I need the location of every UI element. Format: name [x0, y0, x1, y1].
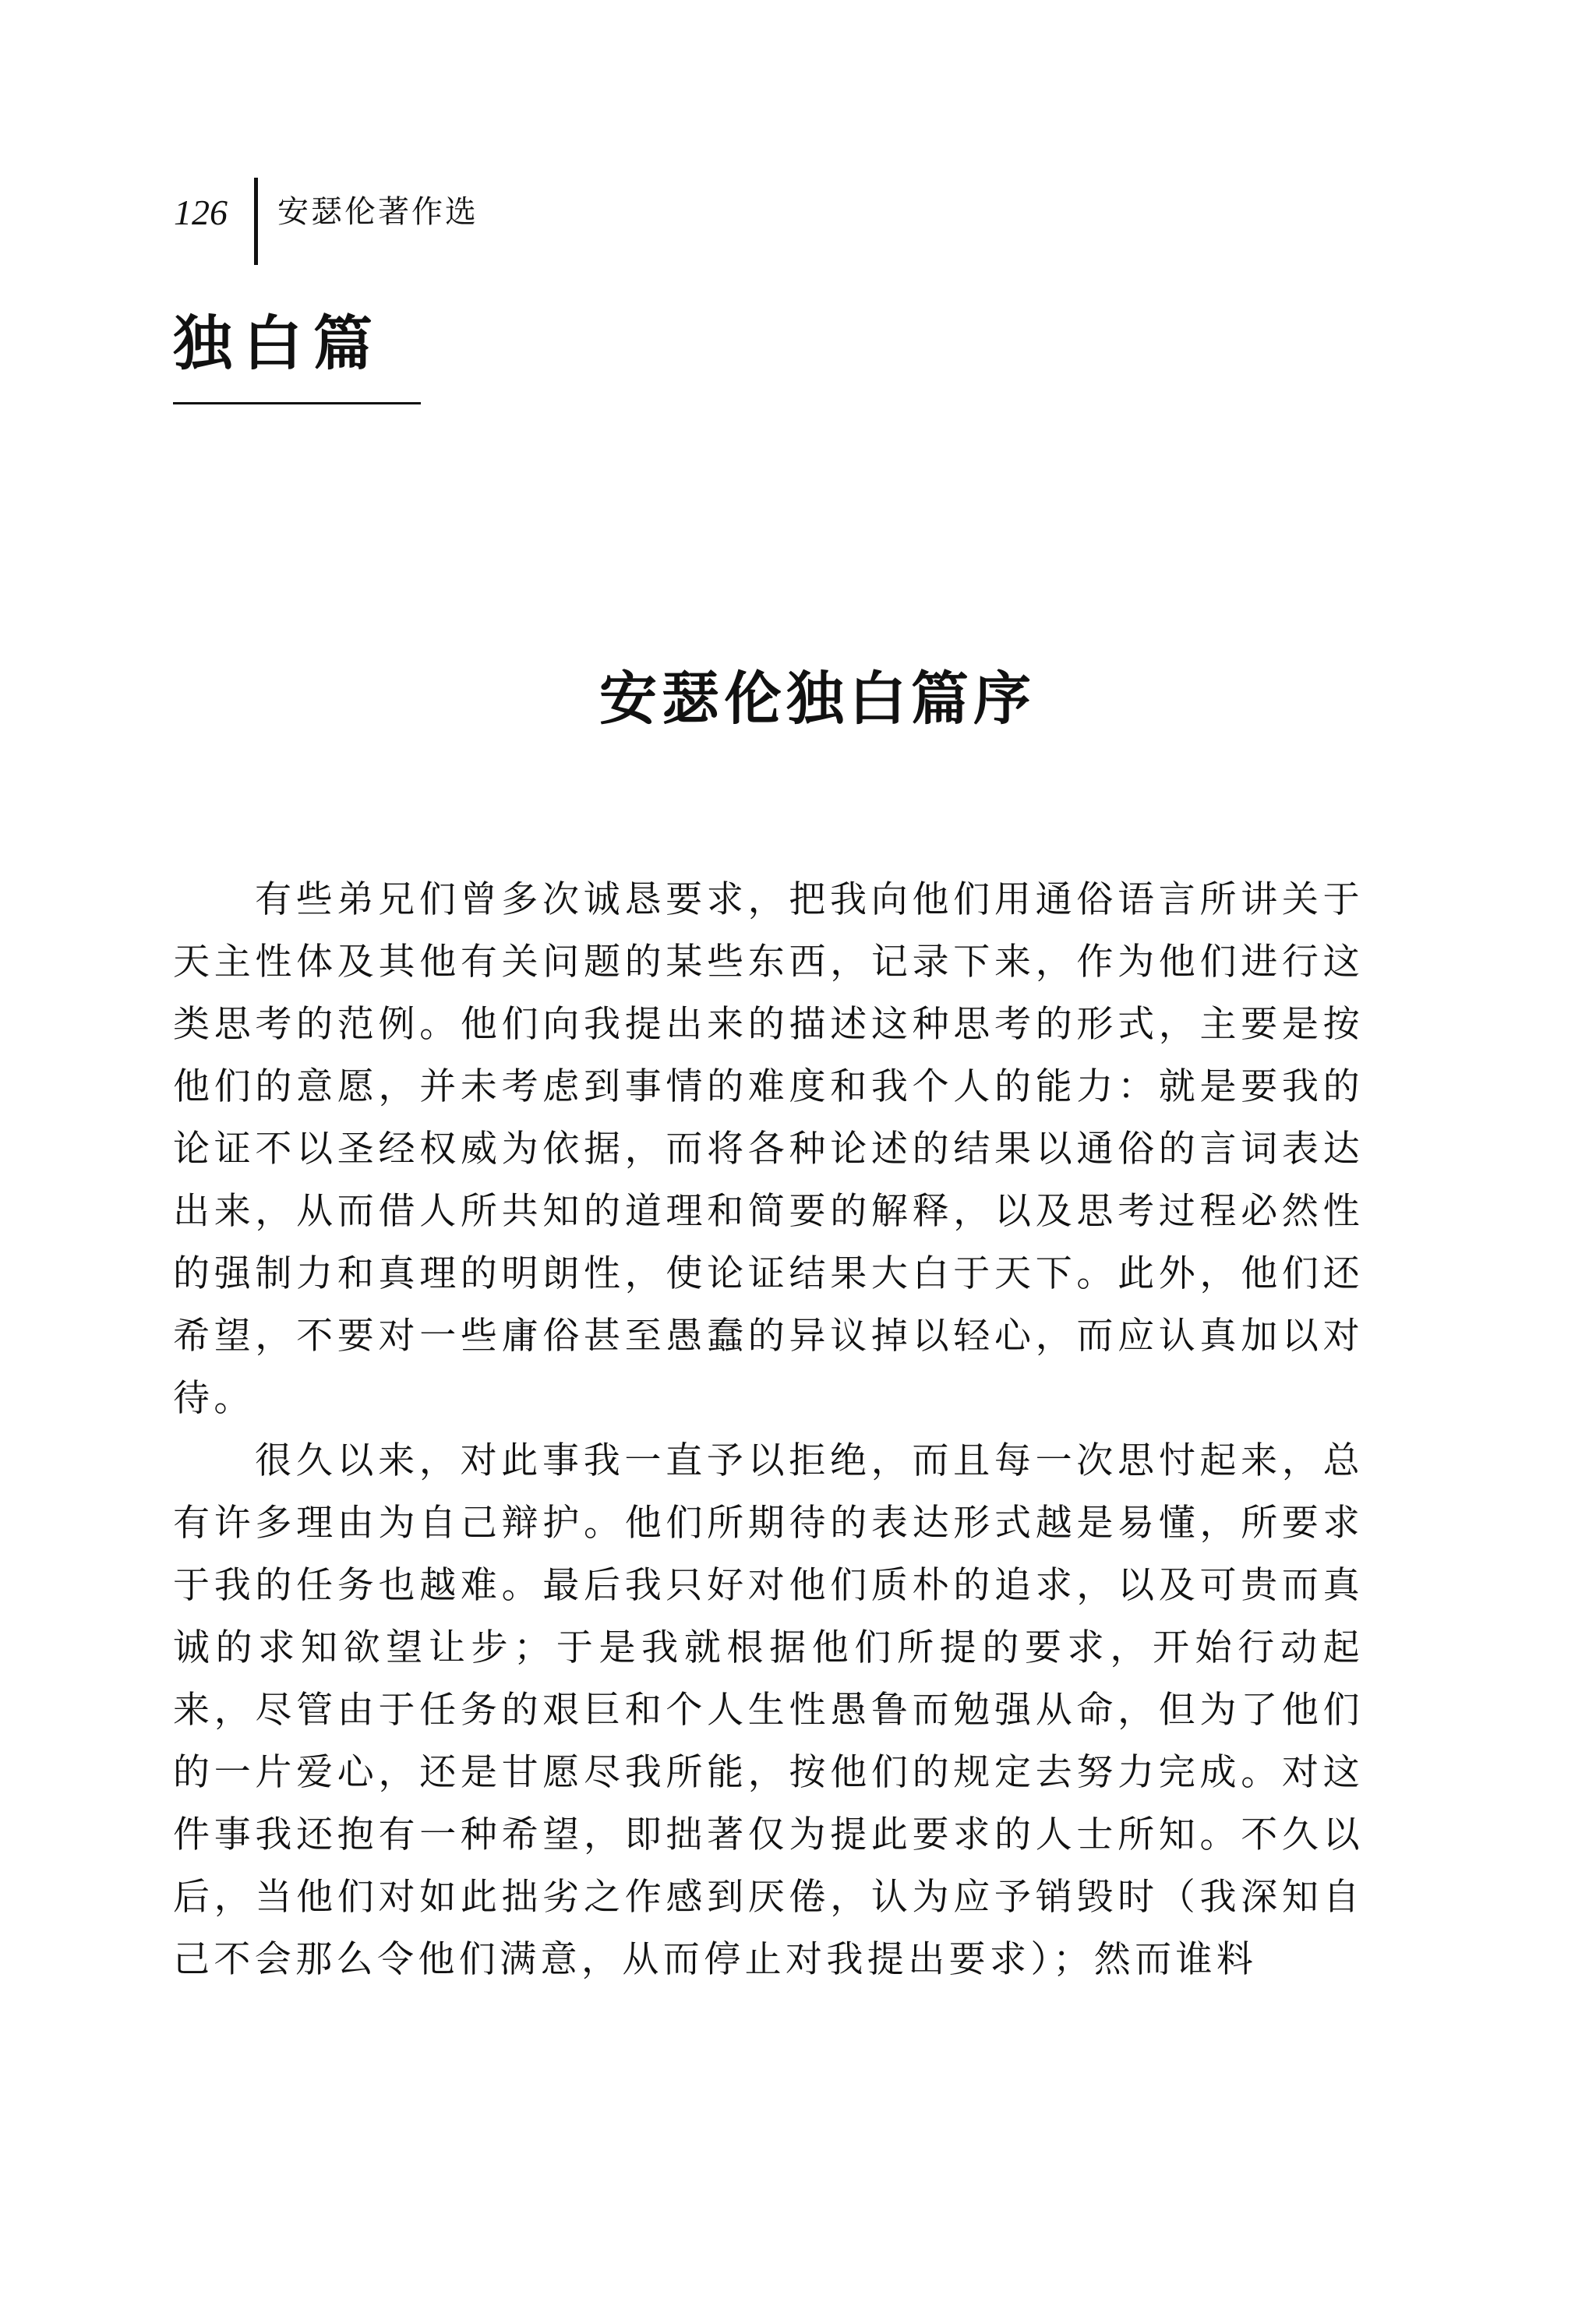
chapter-title: 安瑟伦独白篇序: [599, 666, 1036, 733]
section-underline: [173, 402, 421, 404]
page-number: 126: [174, 192, 228, 232]
book-title: 安瑟伦著作选: [277, 194, 478, 230]
section-heading: 独白篇: [173, 309, 383, 378]
body-paragraph: 很久以来，对此事我一直予以拒绝，而且每一次思忖起来，总有许多理由为自己辩护。他们所期待的表达形式越是易懂，所要求于我的任务也越难。最后我只好对他们质朴的追求，以及可贵而真诚的求知欲望让步；于是我就根据他们所提的要求，开始行动起来，尽管由于任务的艰巨和个人生性愚鲁而勉强从命，但为了他们的一片爱心，还是甘愿尽我所能，按他们的规定去努力完成。对这件事我还抱有一种希望，即拙著仅为提此要求的人士所知。不久以后，当他们对如此拙劣之作感到厌倦，认为应予销毁时（我深知自己不会那么令他们满意，从而停止对我提出要求）；然而谁料: [173, 1439, 1364, 1981]
header-divider: [254, 178, 258, 265]
body-paragraph: 有些弟兄们曾多次诚恳要求，把我向他们用通俗语言所讲关于天主性体及其他有关问题的某些东西，记录下来，作为他们进行这类思考的范例。他们向我提出来的描述这种思考的形式，主要是按他们的意愿，并未考虑到事情的难度和我个人的能力：就是要我的论证不以圣经权威为依据，而将各种论述的结果以通俗的言词表达出来，从而借人所共知的道理和简要的解释，以及思考过程必然性的强制力和真理的明朗性，使论证结果大白于天下。此外，他们还希望，不要对一些庸俗甚至愚蠢的异议掉以轻心，而应认真加以对待。: [173, 878, 1364, 1420]
body-text: [173, 869, 1364, 1991]
